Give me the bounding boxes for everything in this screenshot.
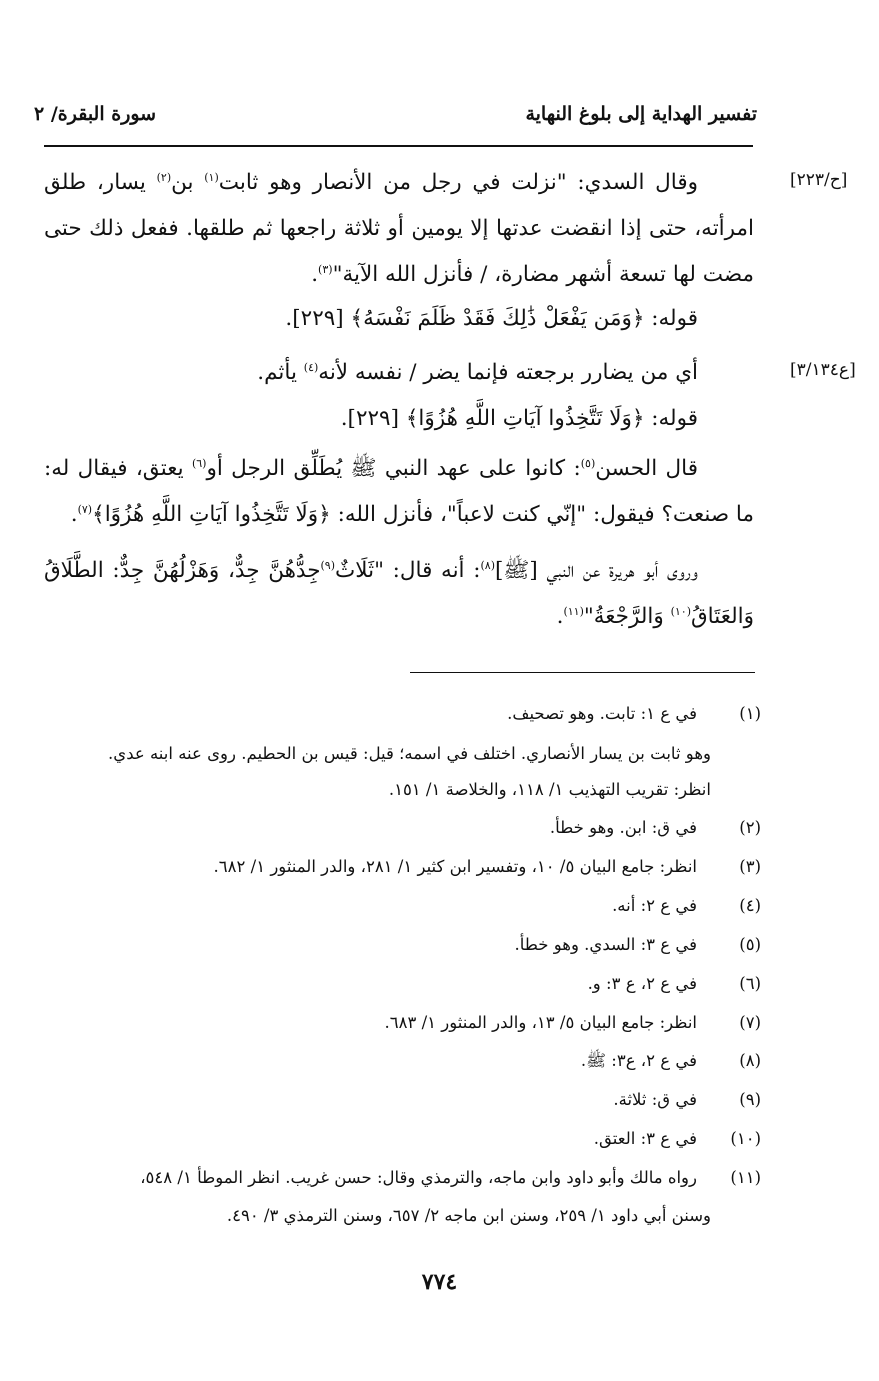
body-text: قال الحسن: [595, 456, 698, 481]
footnote-number: (٤): [739, 896, 761, 915]
body-text: يسار، طلق امرأته، حتى إذا انقضت عدتها إلا يومين أو ثلاثة راجعها ثم طلقها. ففعل ذلك حتى مضت لها تسعة أشهر مضارة، / فأنزل الله الآية": [44, 170, 754, 287]
verse-text: قوله: ﴿وَلَا تَتَّخِذُوا آيَاتِ اللَّهِ هُزُوًا﴾ [٢٢٩].: [340, 406, 698, 431]
footnote-text: انظر: تقريب التهذيب ١/ ١١٨، والخلاصة ١/ ١٥١.: [388, 780, 711, 799]
footnote-text: في ع ٢، ع ٣: و.: [587, 974, 697, 993]
footnote-ref[interactable]: (٢): [156, 170, 172, 184]
body-paragraph-1: [44, 160, 754, 298]
body-text: أي من يضارر برجعته فإنما يضر / نفسه لأنه: [318, 360, 698, 385]
footnote-ref[interactable]: (٩): [320, 558, 336, 572]
body-text: يعتق، فيقال له: ما صنعت؟ فيقول: "إنّي كنت لاعباً"، فأنزل الله: ﴿وَلَا تَتَّخِذُوا آيَاتِ اللَّهِ هُزُوًا﴾: [44, 456, 754, 527]
footnote-ref[interactable]: (١): [204, 170, 219, 184]
footnote-text: في ع ٣: السدي. وهو خطأ.: [514, 935, 697, 954]
footnote-number: (٩): [739, 1090, 761, 1109]
body-text: بن: [171, 170, 194, 195]
book-title-header: تفسير الهداية إلى بلوغ النهاية: [525, 103, 757, 125]
body-paragraph-4: [44, 548, 754, 640]
footnote-text: انظر: جامع البيان ٥/ ١٠، وتفسير ابن كثير ١/ ٢٨١، والدر المنثور ١/ ٦٨٢.: [213, 857, 697, 876]
header-divider: [44, 145, 753, 147]
footnote-text: في ع ١: تابت. وهو تصحيف.: [507, 704, 697, 723]
body-text: يأثم.: [257, 360, 297, 385]
footnote-number: (٣): [739, 857, 761, 876]
footnote-ref[interactable]: (٦): [191, 456, 207, 470]
footnote-ref[interactable]: (٥): [580, 456, 596, 470]
footnote-number: (٥): [739, 935, 761, 954]
verse-quote-1: [44, 296, 754, 342]
footnote-ref[interactable]: (١٠): [670, 604, 691, 618]
footnote-ref[interactable]: (٧): [77, 502, 93, 516]
body-text: : أنه قال: "ثَلَاثٌ: [335, 558, 481, 583]
body-paragraph-3: [44, 446, 754, 538]
footnote-number: (٨): [739, 1051, 761, 1070]
footnote-number: (٦): [739, 974, 761, 993]
manuscript-marker: [ع٣/١٣٤]: [790, 360, 856, 380]
surah-header: سورة البقرة/ ٢: [34, 103, 157, 125]
body-text: : كانوا على عهد النبي ﷺ يُطَلِّق الرجل أو: [206, 456, 581, 481]
body-text: .: [311, 262, 319, 287]
body-text: .: [556, 604, 564, 629]
body-text: وقال السدي: "نزلت في رجل من الأنصار وهو ثابت: [218, 170, 698, 195]
body-text: وَالرَّجْعَةُ": [583, 604, 664, 629]
body-paragraph-2: [44, 350, 754, 442]
footnote-number: (١): [739, 704, 761, 723]
footnote-ref[interactable]: (٨): [480, 558, 495, 572]
page-number: ٧٧٤: [421, 1269, 458, 1295]
footnote-number: (١١): [730, 1168, 761, 1187]
footnote-ref[interactable]: (١١): [563, 604, 584, 618]
footnote-number: (٧): [739, 1013, 761, 1032]
footnote-text: في ق: ابن. وهو خطأ.: [549, 818, 697, 837]
footnote-number: (١٠): [730, 1129, 761, 1148]
footnote-text: في ع ٢: أنه.: [612, 896, 697, 915]
footnote-ref[interactable]: (٤): [303, 360, 319, 374]
footnote-text: انظر: جامع البيان ٥/ ١٣، والدر المنثور ١/ ٦٨٣.: [384, 1013, 697, 1032]
footnote-text: في ع ٣: العتق.: [593, 1129, 697, 1148]
footnote-text: وهو ثابت بن يسار الأنصاري. اختلف في اسمه؛ قيل: قيس بن الحطيم. روى عنه ابنه عدي.: [108, 744, 711, 763]
verse-text: قوله: ﴿وَمَن يَفْعَلْ ذَٰلِكَ فَقَدْ ظَلَمَ نَفْسَهُ﴾ [٢٢٩].: [285, 306, 698, 331]
body-text: وروى أبو هريرة عن النبي [ﷺ]: [495, 558, 698, 583]
footnote-text: وسنن أبي داود ١/ ٢٥٩، وسنن ابن ماجه ٢/ ٦٥٧، وسنن الترمذي ٣/ ٤٩٠.: [226, 1206, 711, 1225]
footnote-text: رواه مالك وأبو داود وابن ماجه، والترمذي وقال: حسن غريب. انظر الموطأ ١/ ٥٤٨،: [140, 1168, 697, 1187]
footnote-ref[interactable]: (٣): [318, 262, 333, 276]
manuscript-marker: [ح/٢٢٣]: [790, 170, 848, 190]
footnote-text: في ع ٢، ع٣: ﷺ.: [580, 1051, 697, 1070]
body-text: .: [70, 502, 78, 527]
footnote-number: (٢): [739, 818, 761, 837]
body-text: جِدُّهُنَّ جِدٌّ، وَهَزْلُهُنَّ جِدٌّ: الطَّلَاقُ وَالعَتَاقُ: [44, 558, 754, 629]
footnote-text: في ق: ثلاثة.: [613, 1090, 697, 1109]
footnote-divider: [410, 672, 755, 673]
